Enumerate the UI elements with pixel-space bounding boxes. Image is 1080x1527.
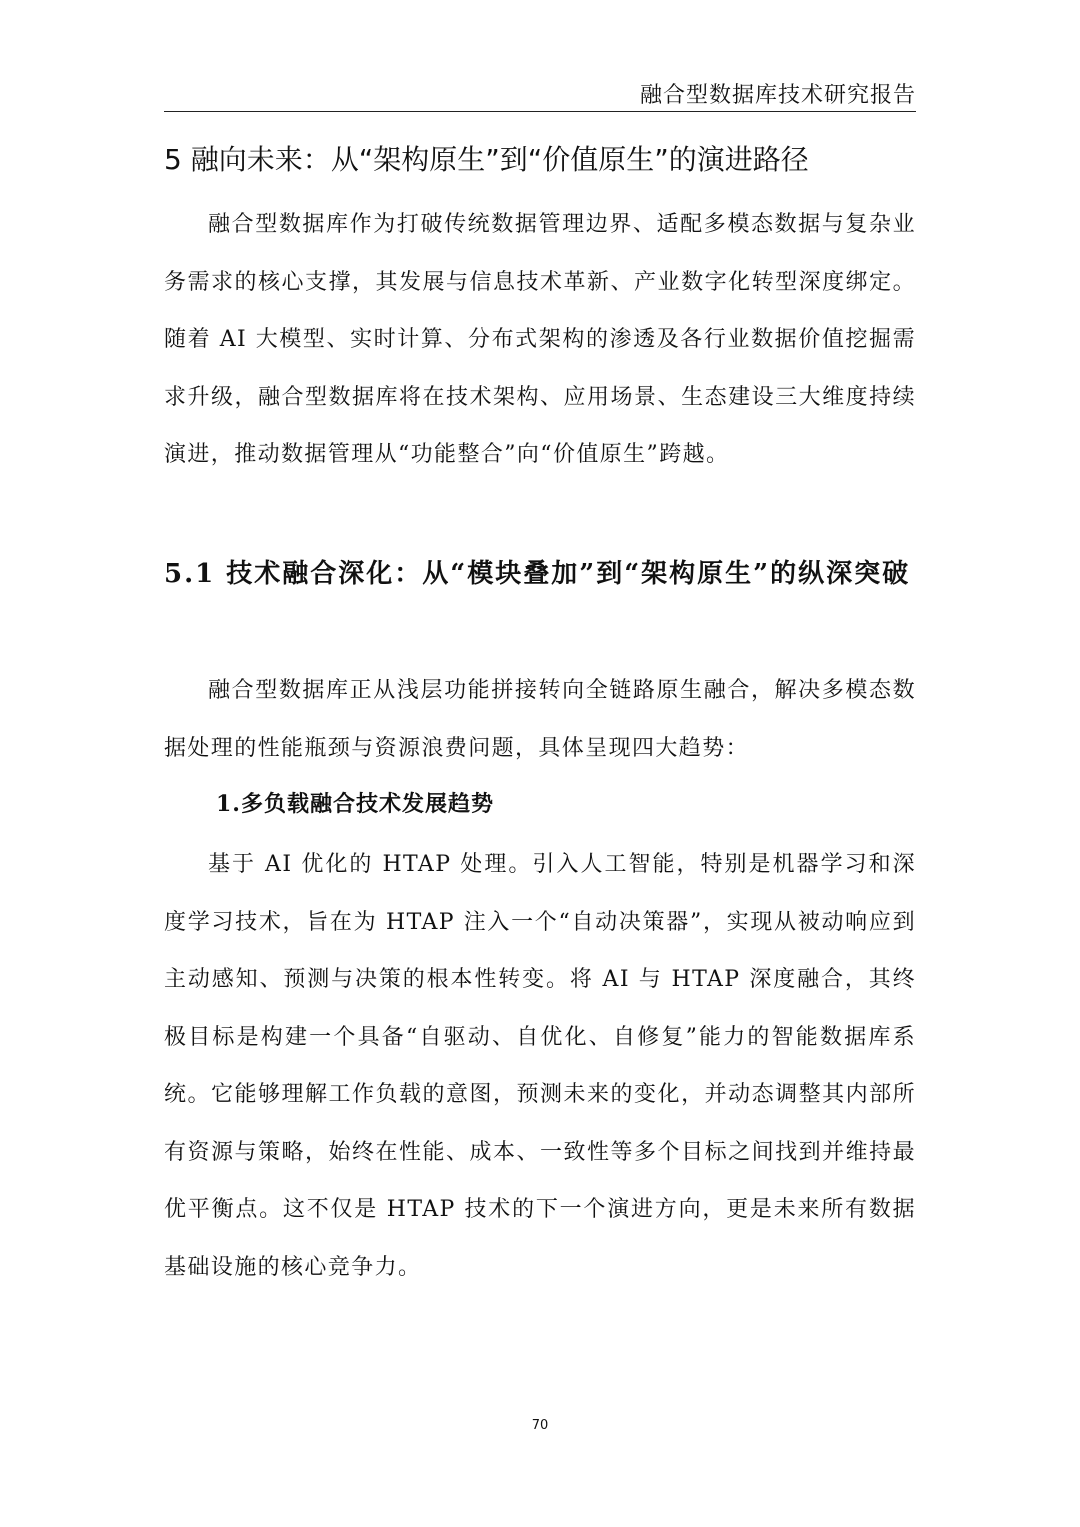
section-5-1-paragraph: 融合型数据库正从浅层功能拼接转向全链路原生融合，解决多模态数据处理的性能瓶颈与资源浪费问题，具体呈现四大趋势： — [164, 678, 916, 761]
page-number: 70 — [531, 1418, 549, 1433]
item-1-heading: 1.多负载融合技术发展趋势 — [216, 791, 494, 817]
section-5-paragraph: 融合型数据库作为打破传统数据管理边界、适配多模态数据与复杂业务需求的核心支撑，其发展与信息技术革新、产业数字化转型深度绑定。随着 AI 大模型、实时计算、分布式架构的渗透及各行业数据价值挖掘需求升级，融合型数据库将在技术架构、应用场景、生态建设三大维度持续演进，推动数据管理从“功能整合”向“价值原生”跨越。 — [164, 212, 916, 467]
header-rule — [164, 111, 916, 112]
item-1-paragraph: 基于 AI 优化的 HTAP 处理。引入人工智能，特别是机器学习和深度学习技术，旨在为 HTAP 注入一个“自动决策器”，实现从被动响应到主动感知、预测与决策的根本性转变。将 AI 与 HTAP 深度融合，其终极目标是构建一个具备“自驱动、自优化、自修复”能力的智能数据库系统。它能够理解工作负载的意图，预测未来的变化，并动态调整其内部所有资源与策略，始终在性能、成本、一致性等多个目标之间找到并维持最优平衡点。这不仅是 HTAP 技术的下一个演进方向，更是未来所有数据基础设施的核心竞争力。 — [164, 852, 916, 1280]
section-5-1-heading: 5.1 技术融合深化：从“模块叠加”到“架构原生”的纵深突破 — [164, 559, 911, 589]
running-header: 融合型数据库技术研究报告 — [639, 83, 916, 108]
section-5-heading: 5 融向未来：从“架构原生”到“价值原生”的演进路径 — [164, 143, 809, 176]
